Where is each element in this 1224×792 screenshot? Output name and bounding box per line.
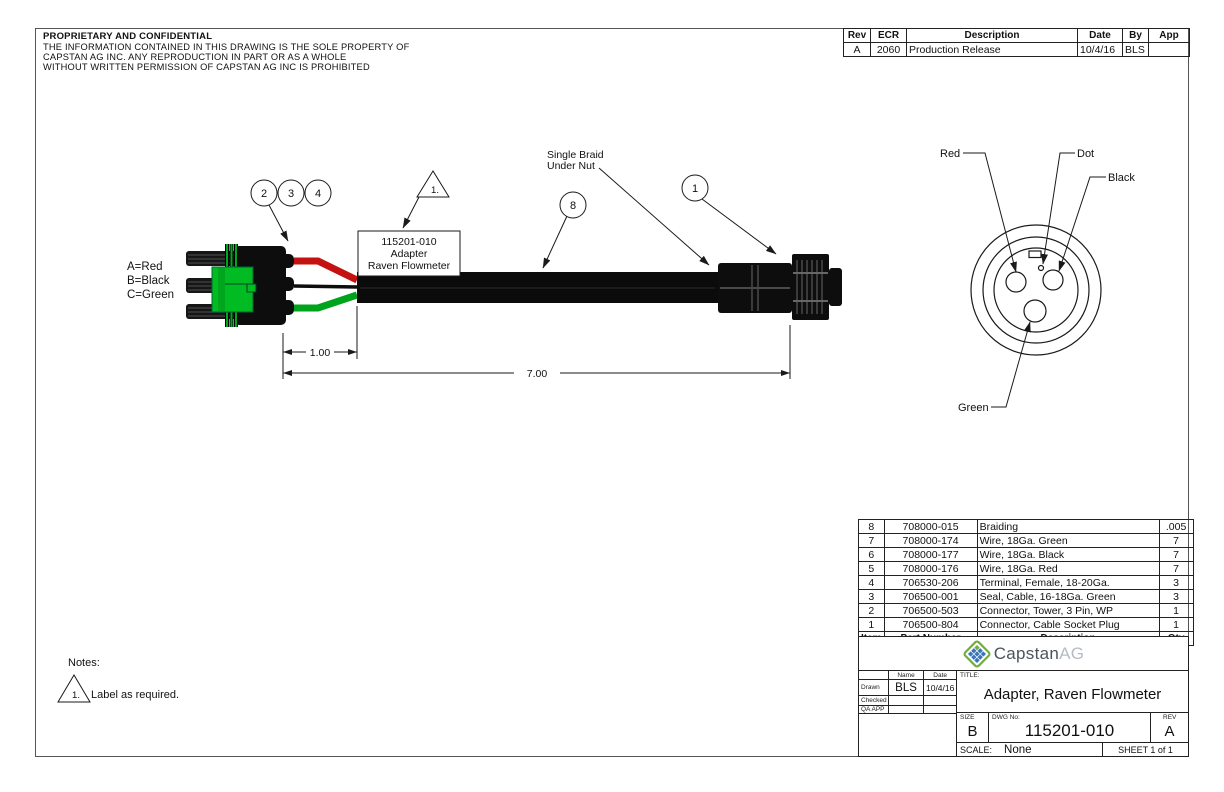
braid-note bbox=[547, 149, 604, 172]
balloon-3-label: 3 bbox=[287, 188, 295, 200]
plug-tip bbox=[829, 268, 842, 306]
proprietary-line: WITHOUT WRITTEN PERMISSION OF CAPSTAN AG INC IS PROHIBITED bbox=[43, 62, 370, 72]
notes-heading: Notes: bbox=[68, 657, 100, 669]
flag-note-label: 1. bbox=[431, 185, 439, 196]
bom-item: 2 bbox=[859, 604, 885, 618]
proprietary-line: THE INFORMATION CONTAINED IN THIS DRAWING IS THE SOLE PROPERTY OF bbox=[43, 42, 410, 52]
part-label-line: Adapter bbox=[390, 248, 428, 260]
bom-part-number: 708000-177 bbox=[884, 548, 977, 562]
drawn-date: 10/4/16 bbox=[925, 682, 955, 693]
approval-filler bbox=[859, 714, 956, 756]
face-pin-green bbox=[1024, 300, 1046, 322]
bom-part-number: 706500-001 bbox=[884, 590, 977, 604]
wedge-notch bbox=[247, 284, 256, 292]
scale-value: None bbox=[1004, 743, 1032, 756]
note-text: Label as required. bbox=[91, 689, 180, 701]
bom-qty: 7 bbox=[1159, 562, 1193, 576]
by-header: By bbox=[1123, 29, 1149, 43]
dwg-no-label: DWG No: bbox=[992, 714, 1020, 721]
date-value: 10/4/16 bbox=[1078, 43, 1123, 57]
dwg-no-value: 115201-010 bbox=[1024, 721, 1115, 740]
bom-qty: 3 bbox=[1159, 576, 1193, 590]
bom-description: Wire, 18Ga. Black bbox=[977, 548, 1159, 562]
bom-item: 4 bbox=[859, 576, 885, 590]
bom-description: Seal, Cable, 16-18Ga. Green bbox=[977, 590, 1159, 604]
ecr-value: 2060 bbox=[871, 43, 907, 57]
bom-qty: 1 bbox=[1159, 604, 1193, 618]
approval-table bbox=[859, 671, 957, 756]
face-pin-black bbox=[1043, 270, 1063, 290]
dwg-no-cell bbox=[989, 713, 1151, 742]
title-block bbox=[858, 636, 1189, 757]
face-view bbox=[940, 148, 1135, 414]
name-column-header: Name bbox=[889, 671, 925, 679]
qa-app-name bbox=[889, 706, 925, 713]
balloon-8-label: 8 bbox=[569, 200, 577, 212]
face-outer-ring bbox=[971, 225, 1101, 355]
bom-qty: .005 bbox=[1159, 520, 1193, 534]
bom-description: Wire, 18Ga. Green bbox=[977, 534, 1159, 548]
rev-value: A bbox=[1164, 723, 1175, 740]
note-flag-number: 1. bbox=[72, 690, 80, 701]
checked-name bbox=[889, 696, 925, 705]
balloon-4-label: 4 bbox=[314, 188, 322, 200]
red-wire bbox=[294, 261, 357, 280]
qa-app-date bbox=[924, 706, 956, 713]
checked-date bbox=[924, 696, 956, 705]
bom-item: 1 bbox=[859, 618, 885, 632]
bom-description: Wire, 18Ga. Red bbox=[977, 562, 1159, 576]
braid-note-line: Under Nut bbox=[547, 160, 595, 172]
checked-label: Checked bbox=[859, 696, 889, 705]
rev-header: Rev bbox=[844, 29, 871, 43]
date-column-header: Date bbox=[933, 671, 948, 679]
part-label-box bbox=[358, 231, 460, 276]
notes-block bbox=[58, 657, 179, 702]
size-cell bbox=[957, 713, 989, 742]
part-label-line: 115201-010 bbox=[381, 236, 437, 248]
capstan-logo-icon bbox=[963, 640, 991, 668]
bom-part-number: 708000-176 bbox=[884, 562, 977, 576]
pin-legend-a: A=Red bbox=[127, 261, 163, 273]
bom-item: 6 bbox=[859, 548, 885, 562]
size-label: SIZE bbox=[960, 714, 975, 721]
black-wire bbox=[294, 286, 357, 287]
drawing-title: Adapter, Raven Flowmeter bbox=[983, 686, 1162, 703]
face-key-slot bbox=[1029, 251, 1041, 258]
proprietary-title: PROPRIETARY AND CONFIDENTIAL bbox=[43, 31, 213, 42]
title-area bbox=[957, 671, 1188, 713]
logo-word: Capstan bbox=[993, 643, 1060, 663]
approval-corner bbox=[859, 671, 889, 679]
connector-bump bbox=[280, 254, 294, 268]
bom-row bbox=[859, 534, 1194, 548]
scale-label: SCALE: bbox=[960, 744, 993, 755]
bom-row bbox=[859, 604, 1194, 618]
green-wire bbox=[294, 295, 357, 308]
bom-table bbox=[858, 519, 1194, 646]
qa-app-label: QA APP bbox=[859, 706, 889, 713]
balloons bbox=[251, 175, 708, 218]
rev-value: A bbox=[844, 43, 871, 57]
bom-part-number: 706500-503 bbox=[884, 604, 977, 618]
face-middle-ring bbox=[983, 237, 1089, 343]
logo-suffix: AG bbox=[1059, 643, 1085, 663]
rev-cell bbox=[1151, 713, 1188, 742]
proprietary-line: CAPSTAN AG INC. ANY REPRODUCTION IN PART OR AS A WHOLE bbox=[43, 52, 347, 62]
bom-row bbox=[859, 548, 1194, 562]
by-value: BLS bbox=[1123, 43, 1149, 57]
balloon-1-label: 1 bbox=[691, 183, 699, 195]
connector-bump bbox=[280, 277, 294, 291]
face-label-green: Green bbox=[958, 402, 989, 414]
connector-bump bbox=[280, 300, 294, 315]
face-label-black: Black bbox=[1108, 172, 1135, 184]
title-label: TITLE: bbox=[960, 672, 980, 679]
bom-row bbox=[859, 618, 1194, 632]
bom-qty: 3 bbox=[1159, 590, 1193, 604]
bom-row bbox=[859, 590, 1194, 604]
dim-short-value: 1.00 bbox=[309, 347, 331, 359]
face-inner-ring bbox=[994, 248, 1078, 332]
pin-legend-b: B=Black bbox=[127, 275, 170, 287]
face-dot bbox=[1039, 266, 1044, 271]
face-label-red: Red bbox=[940, 148, 961, 160]
balloon-2-label: 2 bbox=[260, 188, 268, 200]
braid-note-line: Single Braid bbox=[547, 149, 604, 161]
company-logo bbox=[859, 637, 1188, 671]
scale-cell bbox=[957, 743, 1102, 756]
face-label-dot: Dot bbox=[1077, 148, 1095, 160]
app-header: App bbox=[1149, 29, 1190, 43]
wires bbox=[294, 261, 357, 308]
bom-part-number: 708000-174 bbox=[884, 534, 977, 548]
bom-description: Braiding bbox=[977, 520, 1159, 534]
bom-description: Terminal, Female, 18-20Ga. bbox=[977, 576, 1159, 590]
description-header: Description bbox=[907, 29, 1078, 43]
bom-row bbox=[859, 562, 1194, 576]
bom-part-number: 708000-015 bbox=[884, 520, 977, 534]
bom-item: 7 bbox=[859, 534, 885, 548]
bom-row bbox=[859, 576, 1194, 590]
rev-label: REV bbox=[1163, 714, 1177, 721]
part-label-line: Raven Flowmeter bbox=[367, 260, 451, 272]
drawn-label: Drawn bbox=[859, 680, 889, 695]
description-value: Production Release bbox=[907, 43, 1078, 57]
wedge-strip bbox=[218, 268, 225, 311]
dim-long-value: 7.00 bbox=[526, 368, 548, 380]
bom-qty: 1 bbox=[1159, 618, 1193, 632]
bom-row bbox=[859, 520, 1194, 534]
sheet-cell: SHEET 1 of 1 bbox=[1102, 743, 1188, 756]
bom-part-number: 706530-206 bbox=[884, 576, 977, 590]
drawn-name: BLS bbox=[889, 680, 925, 695]
bom-item: 5 bbox=[859, 562, 885, 576]
flag-note bbox=[417, 171, 449, 197]
tower-connector bbox=[186, 244, 294, 327]
bom-description: Connector, Tower, 3 Pin, WP bbox=[977, 604, 1159, 618]
size-value: B bbox=[967, 723, 978, 740]
date-header: Date bbox=[1078, 29, 1123, 43]
pin-legend bbox=[127, 261, 174, 301]
bom-item: 8 bbox=[859, 520, 885, 534]
pin-legend-c: C=Green bbox=[127, 289, 174, 301]
bom-part-number: 706500-804 bbox=[884, 618, 977, 632]
face-pin-red bbox=[1006, 272, 1026, 292]
bom-qty: 7 bbox=[1159, 534, 1193, 548]
bom-item: 3 bbox=[859, 590, 885, 604]
bom-description: Connector, Cable Socket Plug bbox=[977, 618, 1159, 632]
bom-qty: 7 bbox=[1159, 548, 1193, 562]
ecr-header: ECR bbox=[871, 29, 907, 43]
socket-plug-connector bbox=[718, 254, 842, 320]
